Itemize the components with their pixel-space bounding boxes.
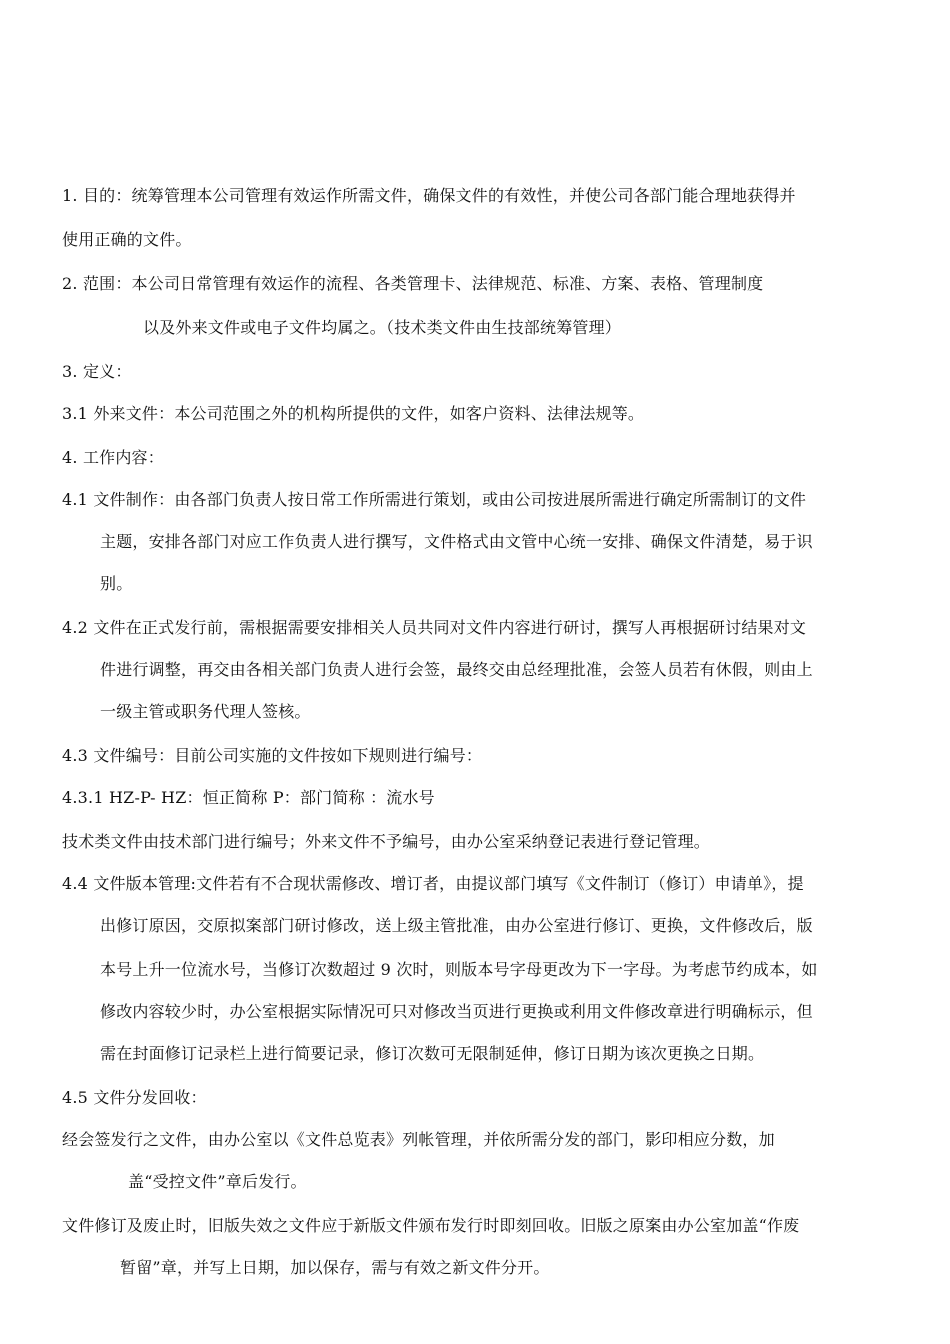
section-4-2-line-2: 件进行调整，再交由各相关部门负责人进行会签，最终交由总经理批准，会签人员若有休假，则由上 [100,660,813,679]
tech-docs-line: 技术类文件由技术部门进行编号；外来文件不予编号，由办公室采纳登记表进行登记管理。 [62,832,711,851]
section-4-4-line-1: 4.4 文件版本管理:文件若有不合现状需修改、增订者，由提议部门填写《文件制订（修订）申请单》，提 [62,874,804,893]
section-4-4-line-3: 本号上升一位流水号，当修订次数超过 9 次时，则版本号字母更改为下一字母。为考虑节约成本，如 [100,960,818,979]
section-4-3-line: 4.3 文件编号：目前公司实施的文件按如下规则进行编号： [62,746,483,765]
distribution-line-1: 经会签发行之文件，由办公室以《文件总览表》列帐管理，并依所需分发的部门，影印相应分数，加 [62,1130,775,1149]
section-4-3-1-line: 4.3.1 HZ-P- HZ：恒正简称 P：部门简称 ：流水号 [62,788,435,807]
scope-line-2: 以及外来文件或电子文件均属之。（技术类文件由生技部统筹管理） [143,318,622,337]
section-4-1-line-3: 别。 [100,574,133,593]
section-4-2-line-3: 一级主管或职务代理人签核。 [100,702,311,721]
section-4-4-line-5: 需在封面修订记录栏上进行简要记录，修订次数可无限制延伸，修订日期为该次更换之日期。 [100,1044,765,1063]
section-4-1-line-1: 4.1 文件制作：由各部门负责人按日常工作所需进行策划，或由公司按进展所需进行确定所需制订的文件 [62,490,807,509]
section-4-5-heading: 4.5 文件分发回收： [62,1088,207,1107]
scope-line-1: 2. 范围：本公司日常管理有效运作的流程、各类管理卡、法律规范、标准、方案、表格、管理制度 [62,274,764,293]
purpose-line-1: 1. 目的：统筹管理本公司管理有效运作所需文件，确保文件的有效性，并使公司各部门能合理地获得并 [62,186,796,205]
revision-line-2: 暂留”章，并写上日期，加以保存，需与有效之新文件分开。 [120,1258,550,1277]
distribution-line-2: 盖“受控文件”章后发行。 [128,1172,307,1191]
section-4-1-line-2: 主题，安排各部门对应工作负责人进行撰写，文件格式由文管中心统一安排、确保文件清楚，易于识 [100,532,813,551]
purpose-line-2: 使用正确的文件。 [62,230,192,249]
definition-3-1: 3.1 外来文件：本公司范围之外的机构所提供的文件，如客户资料、法律法规等。 [62,404,645,423]
revision-line-1: 文件修订及废止时，旧版失效之文件应于新版文件颁布发行时即刻回收。旧版之原案由办公室加盖“作废 [62,1216,800,1235]
section-4-4-line-4: 修改内容较少时，办公室根据实际情况可只对修改当页进行更换或利用文件修改章进行明确标示，但 [100,1002,813,1021]
definition-heading: 3. 定义： [62,362,132,381]
section-4-2-line-1: 4.2 文件在正式发行前，需根据需要安排相关人员共同对文件内容进行研讨，撰写人再根据研讨结果对文 [62,618,807,637]
work-content-heading: 4. 工作内容： [62,448,164,467]
section-4-4-line-2: 出修订原因，交原拟案部门研讨修改，送上级主管批准，由办公室进行修订、更换，文件修改后，版 [100,916,813,935]
